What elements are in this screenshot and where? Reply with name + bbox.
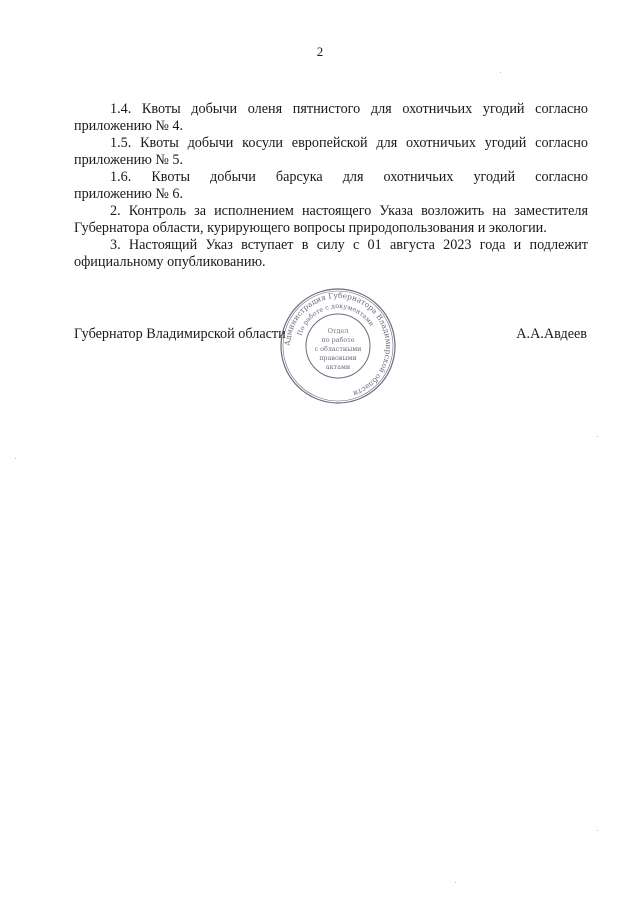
- paragraph-line: 1.5. Квоты добычи косули европейской для охотничьих угодий согласно: [110, 135, 588, 151]
- paragraph-1-4: [74, 101, 588, 135]
- scan-speck: [455, 882, 456, 883]
- paragraph-1-6: [74, 169, 588, 203]
- seal-center-line: Отдел: [327, 327, 349, 335]
- paragraph-line: приложению № 6.: [74, 186, 184, 202]
- seal-center-line: актами: [325, 363, 351, 371]
- paragraph-line: 2. Контроль за исполнением настоящего Указа возложить на заместителя: [110, 203, 588, 219]
- scan-speck: [597, 436, 598, 437]
- seal-ring-text-inner: По работе с документами: [295, 301, 376, 337]
- scan-speck: [500, 72, 501, 73]
- seal-center-line: с областными: [314, 345, 362, 353]
- paragraph-line: приложению № 4.: [74, 118, 184, 134]
- paragraph-2: [74, 203, 588, 237]
- seal-ring-text: Администрация Губернатора Владимирской области: [282, 290, 394, 399]
- scan-speck: [597, 830, 598, 831]
- paragraph-line: официальному опубликованию.: [74, 254, 266, 270]
- paragraph-line: 1.6. Квоты добычи барсука для охотничьих угодий согласно: [110, 169, 588, 185]
- signature-position: Губернатор Владимирской области: [74, 326, 286, 342]
- paragraph-line: Губернатора области, курирующего вопросы природопользования и экологии.: [74, 220, 547, 236]
- seal-center-line: по работе: [321, 336, 355, 344]
- seal-graphic: [279, 287, 397, 405]
- official-seal: [279, 287, 397, 405]
- paragraph-line: приложению № 5.: [74, 152, 184, 168]
- seal-center-line: правовыми: [319, 354, 357, 362]
- scan-speck: [15, 458, 16, 459]
- signature-name: А.А.Авдеев: [516, 326, 587, 342]
- paragraph-line: 3. Настоящий Указ вступает в силу с 01 августа 2023 года и подлежит: [110, 237, 588, 253]
- paragraph-3: [74, 237, 588, 271]
- page-number: 2: [316, 44, 324, 59]
- paragraph-line: 1.4. Квоты добычи оленя пятнистого для охотничьих угодий согласно: [110, 101, 588, 117]
- paragraph-1-5: [74, 135, 588, 169]
